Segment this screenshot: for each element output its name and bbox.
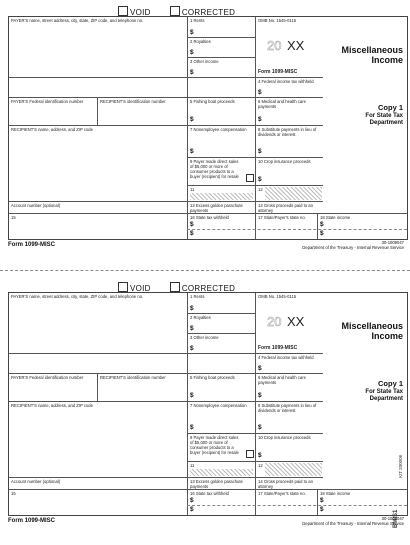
- year-prefix: 20: [267, 314, 282, 329]
- box16-dollar-a: $: [190, 497, 194, 504]
- form-copy-top: [0, 0, 410, 266]
- box12-label: 12: [258, 463, 263, 468]
- box2-label: 2 Royalties: [190, 39, 211, 44]
- corrected-label: CORRECTED: [181, 284, 236, 293]
- box1-dollar: $: [190, 305, 194, 312]
- box10-label: 10 Crop insurance proceeds: [258, 435, 311, 440]
- box9-checkbox[interactable]: [246, 450, 254, 458]
- box11-hatch: [190, 193, 253, 200]
- box8-label: 8 Substitute payments in lieu of dividends or interest: [258, 403, 317, 413]
- recipient-tin-label: RECIPIENT'S identification number: [100, 375, 166, 380]
- copy-label: Copy 1: [377, 379, 403, 388]
- box18-label: 18 State income: [320, 215, 351, 220]
- box4-dollar: $: [258, 365, 262, 372]
- box8-dollar: $: [258, 148, 262, 155]
- box1-dollar: $: [190, 29, 194, 36]
- year-suffix: XX: [287, 314, 305, 329]
- box12-label: 12: [258, 187, 263, 192]
- footer-catalog: 30-1009047: [381, 516, 404, 521]
- box5-dollar: $: [190, 392, 194, 399]
- title-line1: Miscellaneous: [341, 321, 403, 331]
- corrected-checkbox[interactable]: [170, 282, 180, 292]
- box15-label: 15: [11, 215, 16, 220]
- box15-label: 15: [11, 491, 16, 496]
- box18-dollar-b: $: [320, 506, 324, 513]
- box10-label: 10 Crop insurance proceeds: [258, 159, 311, 164]
- box12-hatch: [265, 463, 322, 476]
- box2-dollar: $: [190, 325, 194, 332]
- box4-dollar: $: [258, 89, 262, 96]
- box8-label: 8 Substitute payments in lieu of dividends or interest: [258, 127, 317, 137]
- footer-catalog: 30-1009047: [381, 240, 404, 245]
- footer-dept: Department of the Treasury - Internal Revenue Service: [302, 245, 404, 250]
- box12-hatch: [265, 187, 322, 200]
- box7-label: 7 Nonemployee compensation: [190, 403, 247, 408]
- box9-label: 9 Payer made direct sales of $5,000 or more of consumer products to a buyer (recipient) for resale: [190, 435, 239, 455]
- box16-dollar-b: $: [190, 230, 194, 237]
- recipient-name-label: RECIPIENT'S name, address, and ZIP code: [11, 403, 93, 408]
- box11-label: 11: [190, 187, 195, 192]
- box7-label: 7 Nonemployee compensation: [190, 127, 247, 132]
- form-grid: [8, 292, 408, 516]
- footer-right: [302, 516, 404, 526]
- box6-label: 6 Medical and health care payments: [258, 99, 306, 109]
- box16-label: 16 State tax withheld: [190, 215, 229, 220]
- box7-dollar: $: [190, 148, 194, 155]
- year-suffix: XX: [287, 38, 305, 53]
- box11-hatch: [190, 469, 253, 476]
- title-line2: Income: [371, 55, 403, 65]
- form-copy-bottom: [0, 276, 410, 542]
- box3-dollar: $: [190, 69, 194, 76]
- box10-dollar: $: [258, 452, 262, 459]
- corrected-label: CORRECTED: [181, 8, 236, 17]
- copy-label: Copy 1: [377, 103, 403, 112]
- copy-desc-line2: Department: [369, 396, 403, 402]
- box1-label: 1 Rents: [190, 18, 205, 23]
- box16-label: 16 State tax withheld: [190, 491, 229, 496]
- copy-desc-line2: Department: [369, 120, 403, 126]
- box2-label: 2 Royalties: [190, 315, 211, 320]
- copy-desc: [323, 389, 403, 403]
- box17-label: 17 State/Payer's state no.: [258, 215, 306, 220]
- payer-name-label: PAYER'S name, street address, city, state, ZIP code, and telephone no.: [11, 18, 144, 23]
- recipient-name-label: RECIPIENT'S name, address, and ZIP code: [11, 127, 93, 132]
- perforation-line: [0, 270, 410, 271]
- form-label: Form 1099-MISC: [258, 69, 298, 75]
- box3-label: 3 Other income: [190, 335, 219, 340]
- payer-tin-label: PAYER'S Federal identification number: [11, 375, 84, 380]
- copy-desc-line1: For State Tax: [365, 389, 403, 395]
- box13-label: 13 Excess golden parachute payments: [190, 203, 243, 213]
- box3-label: 3 Other income: [190, 59, 219, 64]
- form-title: [323, 321, 403, 341]
- recipient-tin-label: RECIPIENT'S identification number: [100, 99, 166, 104]
- box18-dollar-a: $: [320, 497, 324, 504]
- box14-label: 14 Gross proceeds paid to an attorney: [258, 479, 313, 489]
- box18-label: 18 State income: [320, 491, 351, 496]
- box18-dollar-a: $: [320, 221, 324, 228]
- form-label: Form 1099-MISC: [258, 345, 298, 351]
- box4-label: 4 Federal income tax withheld: [258, 79, 314, 84]
- box8-dollar: $: [258, 424, 262, 431]
- box11-label: 11: [190, 463, 195, 468]
- corrected-checkbox[interactable]: [170, 6, 180, 16]
- box5-label: 5 Fishing boat proceeds: [190, 99, 235, 104]
- box17-label: 17 State/Payer's state no.: [258, 491, 306, 496]
- box6-dollar: $: [258, 392, 262, 399]
- side-catalog-code: KIT 200006: [398, 454, 403, 478]
- void-label: VOID: [130, 8, 151, 17]
- account-label: Account number (optional): [11, 479, 61, 484]
- footer-right: [302, 240, 404, 250]
- box1-label: 1 Rents: [190, 294, 205, 299]
- box9-label: 9 Payer made direct sales of $5,000 or more of consumer products to a buyer (recipient) for resale: [190, 159, 239, 179]
- box10-dollar: $: [258, 176, 262, 183]
- footer-form: Form 1099-MISC: [8, 242, 56, 248]
- box18-dollar-b: $: [320, 230, 324, 237]
- box13-label: 13 Excess golden parachute payments: [190, 479, 243, 489]
- copy-desc-line1: For State Tax: [365, 113, 403, 119]
- omb-label: OMB No. 1545-0115: [258, 18, 297, 23]
- box4-label: 4 Federal income tax withheld: [258, 355, 314, 360]
- title-line2: Income: [371, 331, 403, 341]
- box14-label: 14 Gross proceeds paid to an attorney: [258, 203, 313, 213]
- title-line1: Miscellaneous: [341, 45, 403, 55]
- form-title: [323, 45, 403, 65]
- form-grid: [8, 16, 408, 240]
- box5-dollar: $: [190, 116, 194, 123]
- box16-dollar-a: $: [190, 221, 194, 228]
- box2-dollar: $: [190, 49, 194, 56]
- box16-dollar-b: $: [190, 506, 194, 513]
- side-form-code: BMIS1: [393, 509, 399, 528]
- void-checkbox[interactable]: [118, 6, 128, 16]
- omb-label: OMB No. 1545-0115: [258, 294, 297, 299]
- footer-dept: Department of the Treasury - Internal Revenue Service: [302, 521, 404, 526]
- copy-desc: [323, 113, 403, 127]
- year-prefix: 20: [267, 38, 282, 53]
- box7-dollar: $: [190, 424, 194, 431]
- void-checkbox[interactable]: [118, 282, 128, 292]
- box6-dollar: $: [258, 116, 262, 123]
- footer-form: Form 1099-MISC: [8, 518, 56, 524]
- box9-checkbox[interactable]: [246, 174, 254, 182]
- account-label: Account number (optional): [11, 203, 61, 208]
- box5-label: 5 Fishing boat proceeds: [190, 375, 235, 380]
- box3-dollar: $: [190, 345, 194, 352]
- box6-label: 6 Medical and health care payments: [258, 375, 306, 385]
- payer-tin-label: PAYER'S Federal identification number: [11, 99, 84, 104]
- payer-name-label: PAYER'S name, street address, city, state, ZIP code, and telephone no.: [11, 294, 144, 299]
- void-label: VOID: [130, 284, 151, 293]
